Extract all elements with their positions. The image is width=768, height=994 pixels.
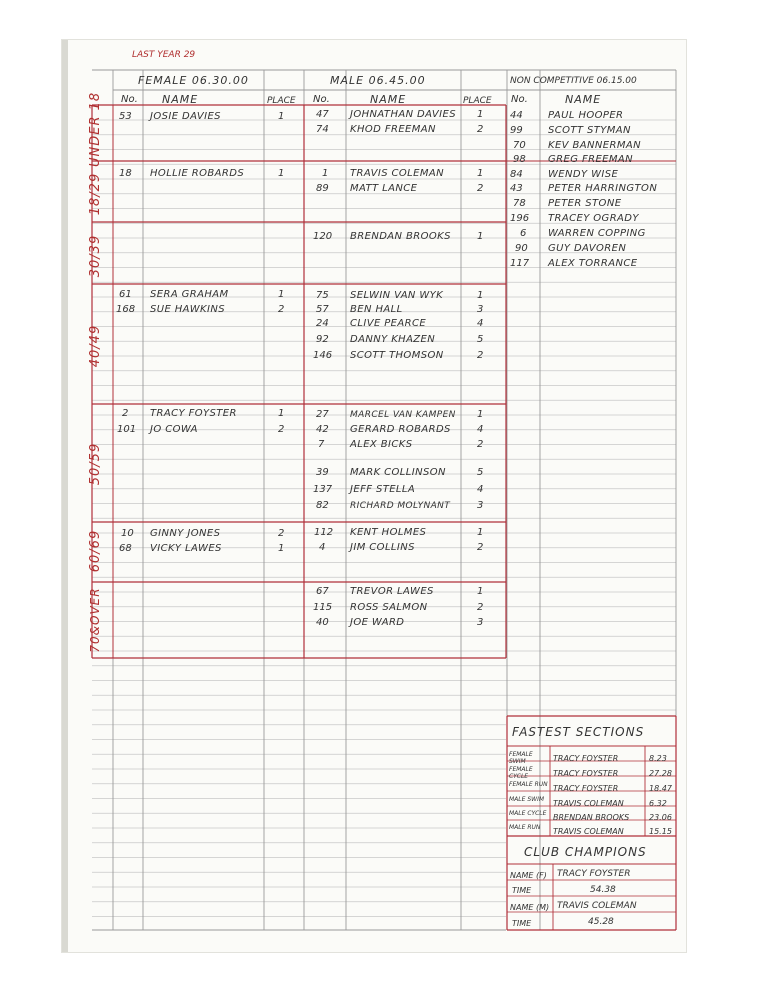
entry-no: 7 [318, 439, 325, 450]
female-no-header: No. [121, 94, 138, 105]
entry-name: DANNY KHAZEN [350, 334, 436, 345]
section-label: MALE RUN [509, 824, 541, 831]
section-time: 8.23 [649, 754, 667, 763]
entry-name: WENDY WISE [548, 169, 619, 180]
section-label: FEMALE RUN [509, 781, 548, 788]
champion-female-name: TRACY FOYSTER [557, 869, 631, 879]
entry-name: ROSS SALMON [350, 602, 428, 613]
entry-name: TREVOR LAWES [350, 586, 434, 597]
entry-no: 99 [510, 125, 523, 136]
entry-no: 39 [316, 467, 329, 478]
fastest-sections-title: FASTEST SECTIONS [512, 725, 645, 739]
entry-place: 1 [477, 168, 484, 179]
male-header: MALE 06.45.00 [330, 74, 426, 87]
entry-name: KENT HOLMES [350, 527, 427, 538]
entry-name: JO COWA [150, 424, 198, 435]
entry-place: 2 [477, 542, 484, 553]
name-m-label: NAME (M) [510, 903, 550, 912]
entry-name: PETER HARRINGTON [548, 183, 658, 194]
entry-no: 117 [510, 258, 530, 269]
entry-name: TRACY FOYSTER [150, 408, 237, 419]
entry-name: JIM COLLINS [350, 542, 415, 553]
entry-name: GERARD ROBARDS [350, 424, 451, 435]
entry-name: SERA GRAHAM [150, 289, 229, 300]
male-no-header: No. [313, 94, 330, 105]
age-group-label: UNDER 18 [88, 91, 103, 167]
entry-no: 75 [316, 290, 329, 301]
entry-place: 2 [477, 350, 484, 361]
entry-no: 40 [316, 617, 329, 628]
entry-name: PAUL HOOPER [548, 110, 624, 121]
entry-name: CLIVE PEARCE [350, 318, 427, 329]
female-name-header: NAME [162, 93, 199, 106]
entry-no: 92 [316, 334, 329, 345]
entry-no: 57 [316, 304, 329, 315]
male-name-header: NAME [370, 93, 407, 106]
entry-place: 3 [477, 500, 484, 511]
entry-no: 78 [513, 198, 526, 209]
entry-no: 24 [316, 318, 329, 329]
entry-name: ALEX BICKS [350, 439, 413, 450]
age-group-label: 60/69 [88, 529, 103, 573]
entry-no: 2 [122, 408, 129, 419]
entry-name: MARCEL VAN KAMPEN [350, 410, 456, 420]
entry-place: 1 [477, 290, 484, 301]
champion-male-time: 45.28 [588, 917, 614, 927]
entry-name: GREG FREEMAN [548, 154, 634, 165]
entry-name: SELWIN VAN WYK [350, 290, 444, 301]
section-name: TRACY FOYSTER [553, 769, 619, 778]
champion-female-time: 54.38 [590, 885, 616, 895]
female-header: FEMALE 06.30.00 [138, 74, 249, 87]
entry-name: JEFF STELLA [350, 484, 416, 495]
section-time: 27.28 [649, 769, 672, 778]
entry-place: 2 [278, 528, 285, 539]
age-group-label: 50/59 [88, 442, 103, 486]
entry-no: 115 [313, 602, 333, 613]
entry-no: 27 [316, 409, 329, 420]
entry-place: 5 [477, 334, 484, 345]
entry-place: 1 [477, 231, 484, 242]
section-label: MALE CYCLE [509, 810, 547, 817]
entry-place: 5 [477, 467, 484, 478]
entry-place: 1 [278, 408, 285, 419]
time-label: TIME [512, 919, 532, 928]
entry-place: 4 [477, 424, 484, 435]
entry-name: TRAVIS COLEMAN [350, 168, 445, 179]
entry-name: BEN HALL [350, 304, 403, 315]
section-time: 15.15 [649, 827, 672, 836]
entry-no: 68 [119, 543, 132, 554]
entry-no: 90 [515, 243, 528, 254]
entry-name: MATT LANCE [350, 183, 418, 194]
entry-no: 84 [510, 169, 523, 180]
entry-no: 74 [316, 124, 329, 135]
entry-no: 196 [510, 213, 530, 224]
age-group-label: 30/39 [88, 234, 103, 278]
entry-no: 101 [117, 424, 137, 435]
entry-place: 4 [477, 318, 484, 329]
entry-name: HOLLIE ROBARDS [150, 168, 245, 179]
entry-no: 53 [119, 111, 132, 122]
entry-no: 67 [316, 586, 329, 597]
entry-place: 3 [477, 304, 484, 315]
entry-no: 1 [322, 168, 329, 179]
entry-place: 1 [477, 586, 484, 597]
entry-name: KHOD FREEMAN [350, 124, 436, 135]
section-name: TRACY FOYSTER [553, 784, 619, 793]
entry-no: 98 [513, 154, 526, 165]
entry-name: TRACEY OGRADY [548, 213, 639, 224]
entry-no: 82 [316, 500, 329, 511]
section-name: TRAVIS COLEMAN [553, 827, 624, 836]
entry-place: 3 [477, 617, 484, 628]
entry-name: SUE HAWKINS [150, 304, 225, 315]
entry-no: 42 [316, 424, 329, 435]
entry-place: 4 [477, 484, 484, 495]
entry-name: GUY DAVOREN [548, 243, 627, 254]
entry-place: 2 [278, 424, 285, 435]
section-time: 23.06 [649, 813, 672, 822]
champion-male-name: TRAVIS COLEMAN [557, 901, 637, 911]
entry-place: 2 [477, 439, 484, 450]
male-place-header: PLACE [463, 96, 492, 106]
entry-name: RICHARD MOLYNANT [350, 501, 451, 511]
entry-place: 1 [278, 168, 285, 179]
name-f-label: NAME (F) [510, 871, 547, 880]
entry-name: ALEX TORRANCE [548, 258, 638, 269]
age-group-label: 70&OVER [88, 587, 102, 653]
section-label: FEMALE SWIM [509, 751, 533, 765]
section-label: MALE SWIM [509, 796, 545, 803]
section-label: FEMALE CYCLE [509, 766, 533, 780]
entry-name: JOE WARD [350, 617, 405, 628]
entry-no: 47 [316, 109, 329, 120]
entry-name: SCOTT STYMAN [548, 125, 631, 136]
entry-no: 61 [119, 289, 132, 300]
entry-place: 1 [477, 527, 484, 538]
entry-name: SCOTT THOMSON [350, 350, 444, 361]
entry-name: WARREN COPPING [548, 228, 646, 239]
entry-no: 112 [314, 527, 334, 538]
entry-name: KEV BANNERMAN [548, 140, 641, 151]
entry-no: 168 [116, 304, 136, 315]
club-champions-title: CLUB CHAMPIONS [524, 845, 647, 859]
entry-no: 18 [119, 168, 132, 179]
female-place-header: PLACE [267, 96, 296, 106]
entry-place: 2 [477, 183, 484, 194]
section-name: TRACY FOYSTER [553, 754, 619, 763]
age-group-label: 40/49 [88, 324, 103, 368]
entry-no: 70 [513, 140, 526, 151]
entry-no: 146 [313, 350, 333, 361]
entry-no: 43 [510, 183, 523, 194]
entry-no: 6 [520, 228, 527, 239]
entry-no: 89 [316, 183, 329, 194]
entry-no: 10 [121, 528, 134, 539]
noncomp-name-header: NAME [565, 93, 602, 106]
entry-name: JOHNATHAN DAVIES [350, 109, 456, 120]
entry-place: 1 [278, 111, 285, 122]
entry-name: VICKY LAWES [150, 543, 222, 554]
entry-name: GINNY JONES [150, 528, 221, 539]
entry-place: 1 [278, 289, 285, 300]
entry-place: 1 [477, 109, 484, 120]
entry-name: BRENDAN BROOKS [350, 231, 451, 242]
section-name: TRAVIS COLEMAN [553, 799, 624, 808]
last-year-note: LAST YEAR 29 [132, 50, 196, 60]
section-time: 18.47 [649, 784, 672, 793]
entry-place: 1 [278, 543, 285, 554]
entry-place: 2 [477, 602, 484, 613]
entry-place: 2 [477, 124, 484, 135]
noncomp-no-header: No. [511, 94, 528, 105]
entry-no: 4 [319, 542, 326, 553]
entry-name: JOSIE DAVIES [150, 111, 221, 122]
section-time: 6.32 [649, 799, 667, 808]
entry-place: 2 [278, 304, 285, 315]
entry-name: MARK COLLINSON [350, 467, 446, 478]
entry-place: 1 [477, 409, 484, 420]
section-name: BRENDAN BROOKS [553, 813, 630, 822]
entry-no: 44 [510, 110, 523, 121]
noncomp-header: NON COMPETITIVE 06.15.00 [510, 76, 637, 86]
entry-no: 137 [313, 484, 333, 495]
entry-no: 120 [313, 231, 333, 242]
time-label: TIME [512, 886, 532, 895]
entry-name: PETER STONE [548, 198, 622, 209]
age-group-label: 18/29 [88, 172, 103, 216]
